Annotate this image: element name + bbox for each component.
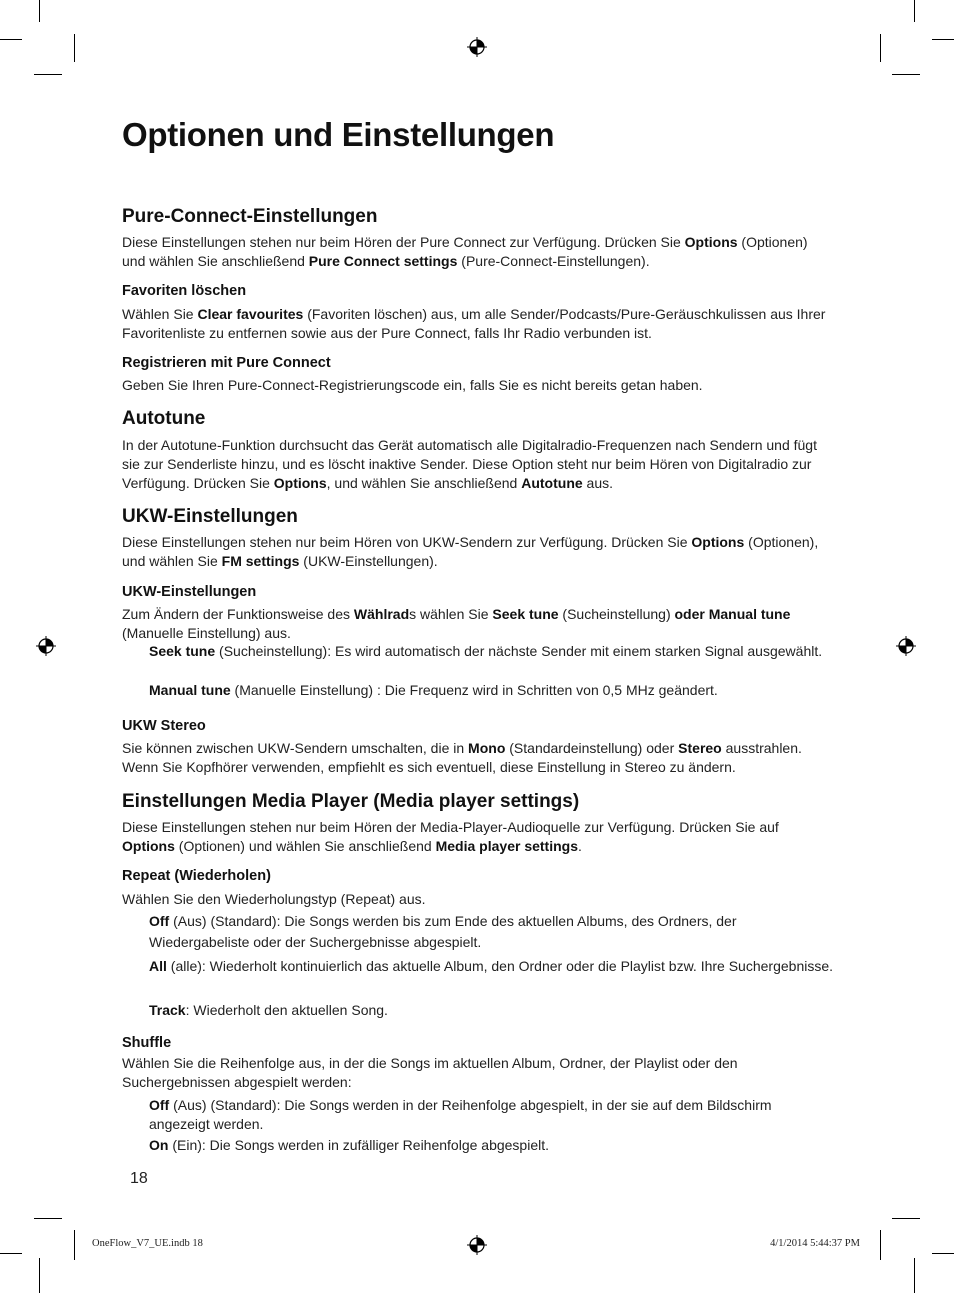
bold-term: Seek tune [149,643,216,659]
bold-term: All [149,958,167,974]
crop-mark-tr-v2 [880,34,881,62]
crop-mark-tl-h2 [34,74,62,75]
crosshair-registration-icon [36,636,56,656]
repeat-text: Wählen Sie den Wiederholungstyp (Repeat) aus. [122,891,426,907]
bold-term: Manual tune [149,682,231,698]
shuffle-off-item: Off (Aus) (Standard): Die Songs werden in der Reihenfolge abgespielt, in der sie auf dem Bildschirm angezeigt werden. [149,1097,772,1132]
bold-term: On [149,1137,169,1153]
bold-term: Track [149,1002,186,1018]
bold-term: FM settings [221,553,300,569]
subheading-repeat: Repeat (Wiederholen) [122,868,271,884]
seek-tune-item: Seek tune (Sucheinstellung): Es wird automatisch der nächste Sender mit einem starken Signal ausgewählt. [149,643,823,659]
bold-term: Options [122,838,175,854]
bold-term: Pure Connect settings [308,253,458,269]
crosshair-registration-icon [896,636,916,656]
media-player-intro: Diese Einstellungen stehen nur beim Hören der Media-Player-Audioquelle zur Verfügung. Drücken Sie auf Options (Optionen) und wählen Sie anschließend Media player settings. [122,819,779,854]
bold-term: Off [149,1097,170,1113]
page-number: 18 [130,1170,148,1187]
crop-mark-br-v2 [880,1230,881,1260]
bold-term: Options [273,475,327,491]
bold-term: Wählrad [353,606,410,622]
crosshair-registration-icon [467,1235,487,1255]
crop-mark-tl-h [0,39,22,40]
ukw-intro: Diese Einstellungen stehen nur beim Hören von UKW-Sendern zur Verfügung. Drücken Sie Options (Optionen), und wählen Sie FM settings (UKW-Einstellungen). [122,534,819,569]
print-slug-timestamp: 4/1/2014 5:44:37 PM [770,1238,860,1249]
subheading-registrieren: Registrieren mit Pure Connect [122,355,331,371]
bold-term: Stereo [678,740,722,756]
bold-term: Off [149,913,170,929]
registrieren-text: Geben Sie Ihren Pure-Connect-Registrierungscode ein, falls Sie es nicht bereits getan haben. [122,377,703,393]
repeat-off-item: Off (Aus) (Standard): Die Songs werden bis zum Ende des aktuellen Albums, des Ordners, der Wiedergabeliste oder der Suchergebnisse abgespielt. [149,913,737,950]
bold-term: Media player settings [435,838,578,854]
crop-mark-bl-h2 [34,1218,62,1219]
section-heading-media-player: Einstellungen Media Player (Media player settings) [122,791,580,812]
crop-mark-tr-h2 [892,74,920,75]
crop-mark-tr-h [932,39,954,40]
crop-mark-br-h [932,1253,954,1254]
subheading-favoriten: Favoriten löschen [122,283,247,299]
subheading-shuffle: Shuffle [122,1035,172,1051]
crop-mark-br-h2 [892,1218,920,1219]
ukw-stereo-text: Sie können zwischen UKW-Sendern umschalten, die in Mono (Standardeinstellung) oder Stereo ausstrahlen. Wenn Sie Kopfhörer verwenden, empfiehlt es sich eventuell, diese Einstellung in Stereo zu ändern. [122,740,802,775]
pure-connect-intro: Diese Einstellungen stehen nur beim Hören der Pure Connect zur Verfügung. Drücken Sie Options (Optionen) und wählen Sie anschließend Pure Connect settings (Pure-Connect-Einstellungen). [122,234,808,269]
crosshair-registration-icon [467,37,487,57]
subheading-ukw-stereo: UKW Stereo [122,718,206,734]
crop-mark-tl-v2 [74,34,75,62]
bold-term: oder Manual tune [674,606,791,622]
crop-mark-tl-v [39,0,40,22]
bold-term: Options [684,234,738,250]
bold-term: Mono [468,740,506,756]
repeat-track-item: Track: Wiederholt den aktuellen Song. [149,1002,388,1018]
crop-mark-tr-v [914,0,915,22]
ukw-einstellungen-text: Zum Ändern der Funktionsweise des Wählrads wählen Sie Seek tune (Sucheinstellung) oder Manual tune (Manuelle Einstellung) aus. [122,606,791,641]
crop-mark-br-v [914,1258,915,1293]
section-heading-pure-connect: Pure-Connect-Einstellungen [122,206,378,227]
repeat-all-item: All (alle): Wiederholt kontinuierlich das aktuelle Album, den Ordner oder die Playlist bzw. Ihre Suchergebnisse. [149,958,834,974]
shuffle-on-item: On (Ein): Die Songs werden in zufälliger Reihenfolge abgespielt. [149,1137,550,1153]
bold-term: Autotune [521,475,583,491]
crop-mark-bl-v2 [74,1230,75,1260]
bold-term: Seek tune [492,606,559,622]
bold-term: Options [691,534,745,550]
section-heading-autotune: Autotune [122,408,206,429]
page-title: Optionen und Einstellungen [122,116,555,153]
shuffle-text: Wählen Sie die Reihenfolge aus, in der die Songs im aktuellen Album, Ordner, der Playlist oder den Suchergebnissen abgespielt werden: [122,1055,738,1090]
crop-mark-bl-v [39,1258,40,1293]
autotune-text: In der Autotune-Funktion durchsucht das Gerät automatisch alle Digitalradio-Frequenzen nach Sendern und fügt sie zur Senderliste hinzu, und es löscht inaktive Sender. Diese Option steht nur beim Hören von Digitalradio zur Verfügung. Drücken Sie Options, und wählen Sie anschließend Autotune aus. [122,437,817,491]
subheading-ukw-einstellungen: UKW-Einstellungen [122,584,257,600]
bold-term: Clear favourites [197,306,304,322]
favoriten-text: Wählen Sie Clear favourites (Favoriten löschen) aus, um alle Sender/Podcasts/Pure-Geräuschkulissen aus Ihrer Favoritenliste zu entfernen sowie aus der Pure Connect, falls Ihr Radio verbunden ist. [122,306,826,341]
manual-tune-item: Manual tune (Manuelle Einstellung) : Die Frequenz wird in Schritten von 0,5 MHz geändert. [149,682,718,698]
crop-mark-bl-h [0,1253,22,1254]
section-heading-ukw: UKW-Einstellungen [122,506,298,527]
print-slug-file: OneFlow_V7_UE.indb 18 [92,1238,203,1249]
